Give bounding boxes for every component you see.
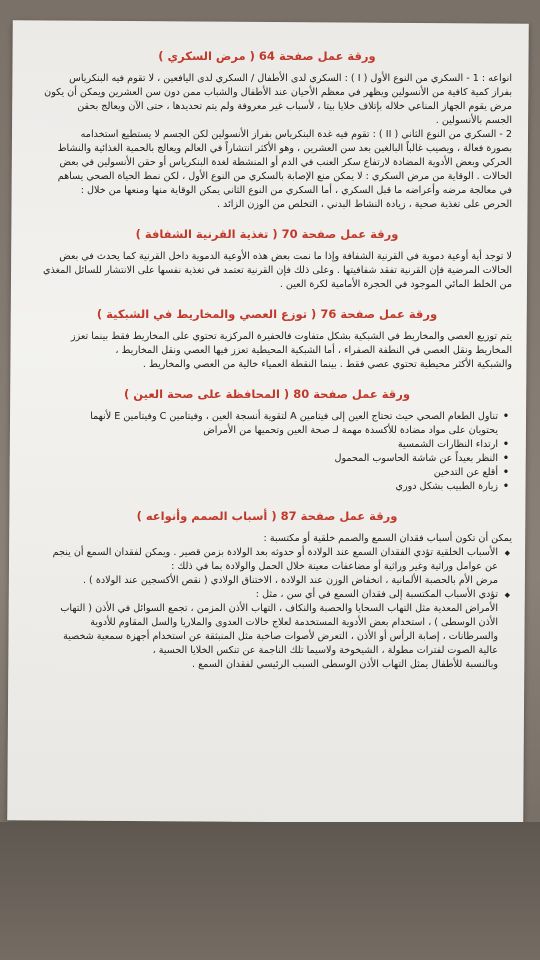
section-deafness-causes bbox=[22, 508, 512, 672]
list-item-continuation: الأذن الوسطى ) ، استخدام بعض الأدوية المستخدمة لعلاج حالات العدوى والملاريا والسل المقاوم للأدوية bbox=[90, 617, 498, 628]
section-title: ورقة عمل صفحة 70 ( تغذية القرنية الشفافة ) bbox=[135, 227, 399, 241]
text-line: من الخلط المائي الموجود في الحجرة الأمامية لكرة العين . bbox=[279, 279, 512, 290]
list-item: • أقلع عن التدخين bbox=[22, 466, 498, 480]
bullet-list bbox=[22, 410, 512, 494]
section-rods-cones bbox=[22, 306, 512, 372]
section-diabetes bbox=[22, 48, 512, 212]
intro-line: يمكن أن تكون أسباب فقدان السمع والصمم خلقية أو مكتسبة : bbox=[263, 533, 512, 544]
list-item-continuation: عالية الصوت لفترات مطولة ، الشيخوخة ولاسيما تلك الناجمة عن تنكس الخلايا الحسية ، bbox=[152, 645, 498, 656]
text-line: انواعه : 1 - السكري من النوع الأول ( I ) : السكري لدى الأطفال / السكري لدى اليافعين ، لا تقوم فيه البنكرياس bbox=[69, 73, 512, 84]
section-title: ورقة عمل صفحة 87 ( أسباب الصمم وأنواعه ) bbox=[136, 509, 398, 523]
list-item: • ارتداء النظارات الشمسية bbox=[22, 438, 498, 452]
text-line: الحركي وبعض الأدوية المضادة لارتفاع سكر العنب في الدم أو المنشطة لغدة البنكرياس أو حقن الأنسولين في بعض bbox=[59, 157, 512, 168]
text-line: بفراز كمية كافية من الأنسولين ويظهر في معظم الأحيان عند الأطفال والشباب ممن دون سن العشرين ويمكن أن يكون bbox=[44, 87, 512, 98]
text-line: 2 - السكري من النوع الثاني ( II ) : تقوم فيه غدة البنكرياس بفراز الأنسولين لكن الجسم لا يستطيع استخدامه bbox=[80, 129, 512, 140]
list-item: ◆ الأسباب الخلقية تؤدي الفقدان السمع عند الولادة أو حدوثه بعد الولادة بزمن قصير . ويمكن لفقدان السمع أن ينجم bbox=[22, 546, 498, 560]
text-line: الحالات المرضية فإن القرنية تفقد شفافيتها . وعلى ذلك فإن القرنية تعتمد في تغذية نفسها على الانتشار للسائل المغذي bbox=[43, 265, 512, 276]
text-line: مرض يقوم الجهاز المناعي خلاله بإتلاف خلايا بيتا ، لأسباب غير معروفة ولم يتم تحديدها ، حتى الآن ويعالج بحقن bbox=[77, 101, 512, 112]
list-item: ◆ تؤدي الأسباب المكتسبة إلى فقدان السمع في أي سن ، مثل : bbox=[22, 588, 498, 602]
text-line: يتم توزيع العصي والمخاريط في الشبكية بشكل متفاوت فالحفيرة المركزية تحتوي على المخاريط فقط بينما تعزز bbox=[70, 331, 512, 342]
list-item-continuation: الأمراض المعدية مثل التهاب السحايا والحصبة والنكاف ، التهاب الأذن المزمن ، تجمع السوائل في الأذن ( التهاب bbox=[60, 603, 498, 614]
text-line: المخاريط ونقل العصي في النطفة الصفراء ، أما الشبكية المحيطية تعزز فيها العصي ونقل المخاريط ، bbox=[115, 345, 512, 356]
section-title: ورقة عمل صفحة 80 ( المحافظة على صحة العين ) bbox=[124, 387, 410, 401]
section-eye-health bbox=[22, 386, 512, 494]
list-item-continuation: عن عوامل وراثية وغير وراثية أو مضاعفات معينة خلال الحمل والولادة بما في ذلك : bbox=[171, 561, 498, 572]
table-surface bbox=[0, 822, 540, 960]
text-line: الحالات . الوقاية من مرض السكري : لا يمكن منع الإصابة بالسكري من النوع الأول ، لكن نمط الحياة الصحي يساهم bbox=[57, 171, 512, 182]
text-line: لا توجد أية أوعية دموية في القرنية الشفافة وإذا ما نمت بعض هذه الأوعية الدموية داخل القرنية كما يحدث في بعض bbox=[59, 251, 512, 262]
list-item-continuation: والسرطانات ، إصابة الرأس أو الأذن ، التعرض لأصوات صاخبة مثل المنبثقة عن استخدام أجهزة سمعية شخصية bbox=[63, 631, 498, 642]
bullet-list bbox=[22, 546, 512, 672]
list-item-continuation: مرض الأم بالحصبة الألمانية ، انخفاض الوزن عند الولادة ، الاختناق الولادي ( نقص الأكسجين عند الولادة ) . bbox=[82, 575, 498, 586]
text-line: الحرص على تغذية صحية ، زيادة النشاط البدني ، التخلص من الوزن الزائد . bbox=[216, 199, 512, 210]
text-line: والشبكية الأكثر محيطية تحتوي عصي فقط . بينما النقطة العمياء خالية من العصي والمخاريط . bbox=[142, 359, 512, 370]
worksheet-document bbox=[22, 48, 512, 686]
list-item-continuation: يحتويان على مواد مضادة للأكسدة مهمة لـ صحة العين وتحميها من الأمراض bbox=[203, 425, 498, 436]
text-line: في معالجة مرضه وأعراضه ما قبل السكري ، أما السكري من النوع الثاني يمكن الوقاية منها ومنعها من خلال : bbox=[80, 185, 512, 196]
section-title: ورقة عمل صفحة 64 ( مرض السكري ) bbox=[158, 49, 376, 63]
section-title: ورقة عمل صفحة 76 ( توزع العصي والمخاريط في الشبكية ) bbox=[96, 307, 438, 321]
list-item: • زيارة الطبيب بشكل دوري bbox=[22, 480, 498, 494]
text-line: الجسم بالأنسولين . bbox=[435, 115, 512, 126]
list-item: • تناول الطعام الصحي حيث تحتاج العين إلى فيتامين A لتقوية أنسجة العين ، وفيتامين C وفيتامين E لأنهما bbox=[22, 410, 498, 424]
list-item: • النظر بعيداً عن شاشة الحاسوب المحمول bbox=[22, 452, 498, 466]
section-cornea-nutrition bbox=[22, 226, 512, 292]
text-line: بصورة فعالة ، ويصيب غالباً البالغين بعد سن العشرين ، وهو الأكثر انتشاراً في العالم ويعالج بالحمية الغذائية والنشاط bbox=[57, 143, 512, 154]
list-item-continuation: وبالنسبة للأطفال يمثل التهاب الأذن الوسطى السبب الرئيسي لفقدان السمع . bbox=[192, 659, 498, 670]
